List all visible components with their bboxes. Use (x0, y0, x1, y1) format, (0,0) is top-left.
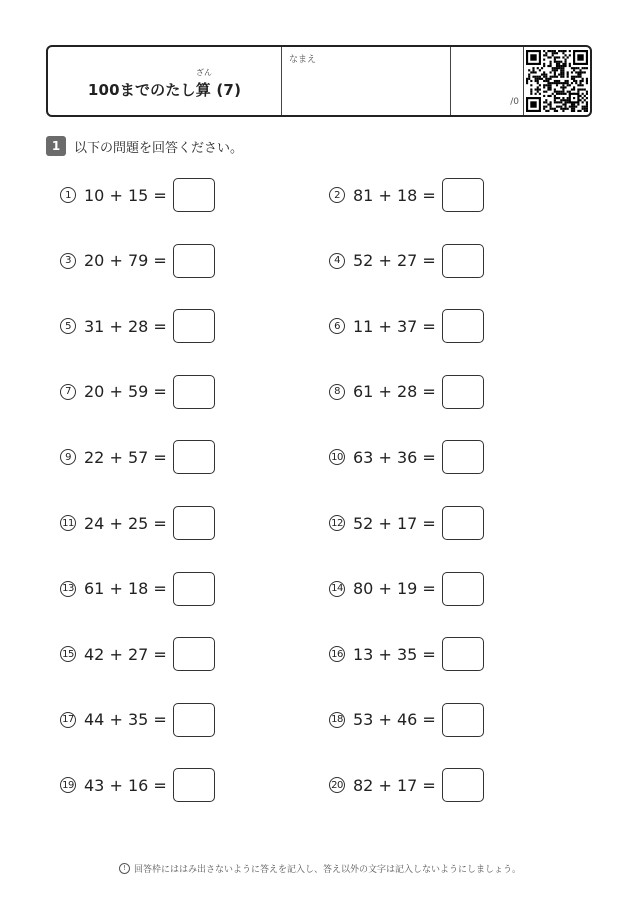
qr-code (524, 47, 590, 115)
problem-expression: 22 + 57 = (84, 447, 167, 467)
problem-number: 13 (60, 581, 76, 597)
score-cell (451, 47, 524, 115)
answer-box[interactable] (173, 637, 215, 671)
problem-expression: 80 + 19 = (353, 579, 436, 599)
problem-expression: 10 + 15 = (84, 185, 167, 205)
problem-number: 8 (329, 384, 345, 400)
answer-box[interactable] (173, 440, 215, 474)
problem-item (60, 703, 215, 737)
problem-expression: 53 + 46 = (353, 710, 436, 730)
problem-item (329, 703, 484, 737)
problem-expression: 13 + 35 = (353, 644, 436, 664)
problem-item (60, 244, 215, 278)
answer-box[interactable] (442, 506, 484, 540)
answer-box[interactable] (442, 637, 484, 671)
problem-item (60, 375, 215, 409)
problem-number: 16 (329, 646, 345, 662)
section-heading (46, 136, 243, 156)
problem-item (329, 572, 484, 606)
problem-item (329, 178, 484, 212)
problem-item (329, 506, 484, 540)
problem-expression: 52 + 27 = (353, 251, 436, 271)
answer-box[interactable] (442, 440, 484, 474)
problem-number: 5 (60, 318, 76, 334)
worksheet-title: 100までのたし算 (7) (87, 81, 242, 99)
problem-expression: 20 + 59 = (84, 382, 167, 402)
info-icon: ! (119, 863, 130, 874)
problem-number: 11 (60, 515, 76, 531)
problem-number: 3 (60, 253, 76, 269)
problem-expression: 31 + 28 = (84, 316, 167, 336)
answer-box[interactable] (173, 506, 215, 540)
answer-box[interactable] (442, 572, 484, 606)
answer-box[interactable] (442, 375, 484, 409)
problem-number: 12 (329, 515, 345, 531)
problem-item (329, 375, 484, 409)
score-text: /0 (510, 97, 519, 107)
problem-item (60, 768, 215, 802)
problem-expression: 82 + 17 = (353, 775, 436, 795)
title-cell (48, 47, 282, 115)
problem-item (60, 506, 215, 540)
problem-number: 2 (329, 187, 345, 203)
problem-expression: 61 + 28 = (353, 382, 436, 402)
problem-item (60, 637, 215, 671)
worksheet-header (46, 45, 592, 117)
problem-number: 4 (329, 253, 345, 269)
qr-code-icon (526, 50, 588, 112)
problem-expression: 42 + 27 = (84, 644, 167, 664)
problem-number: 7 (60, 384, 76, 400)
problem-number: 9 (60, 449, 76, 465)
section-number: 1 (46, 136, 66, 156)
name-field[interactable] (282, 47, 451, 115)
problem-number: 10 (329, 449, 345, 465)
problem-expression: 44 + 35 = (84, 710, 167, 730)
problem-expression: 63 + 36 = (353, 447, 436, 467)
problem-item (329, 440, 484, 474)
problem-number: 18 (329, 712, 345, 728)
problem-number: 20 (329, 777, 345, 793)
problem-item (329, 309, 484, 343)
problem-expression: 43 + 16 = (84, 775, 167, 795)
section-instruction: 以下の問題を回答ください。 (74, 140, 244, 156)
title-ruby: ざん (196, 68, 212, 77)
problem-item (60, 572, 215, 606)
answer-box[interactable] (442, 703, 484, 737)
answer-box[interactable] (442, 244, 484, 278)
problem-number: 1 (60, 187, 76, 203)
problem-number: 15 (60, 646, 76, 662)
answer-box[interactable] (442, 768, 484, 802)
problem-number: 17 (60, 712, 76, 728)
name-label: なまえ (289, 55, 317, 65)
answer-box[interactable] (173, 768, 215, 802)
problem-item (329, 768, 484, 802)
problem-number: 19 (60, 777, 76, 793)
problem-item (60, 178, 215, 212)
answer-box[interactable] (173, 309, 215, 343)
answer-box[interactable] (173, 572, 215, 606)
problem-item (329, 637, 484, 671)
answer-box[interactable] (173, 375, 215, 409)
answer-box[interactable] (173, 244, 215, 278)
answer-box[interactable] (173, 703, 215, 737)
answer-box[interactable] (442, 309, 484, 343)
problem-expression: 24 + 25 = (84, 513, 167, 533)
problem-expression: 52 + 17 = (353, 513, 436, 533)
problem-expression: 61 + 18 = (84, 579, 167, 599)
problem-item (60, 309, 215, 343)
footer-text: 回答枠にははみ出さないように答えを記入し、答え以外の文字は記入しないようにしましょう。 (133, 865, 521, 875)
problem-expression: 11 + 37 = (353, 316, 436, 336)
problem-item (60, 440, 215, 474)
answer-box[interactable] (173, 178, 215, 212)
problem-number: 14 (329, 581, 345, 597)
footer-note (0, 862, 640, 875)
answer-box[interactable] (442, 178, 484, 212)
problem-item (329, 244, 484, 278)
problem-expression: 20 + 79 = (84, 251, 167, 271)
problem-expression: 81 + 18 = (353, 185, 436, 205)
problem-number: 6 (329, 318, 345, 334)
